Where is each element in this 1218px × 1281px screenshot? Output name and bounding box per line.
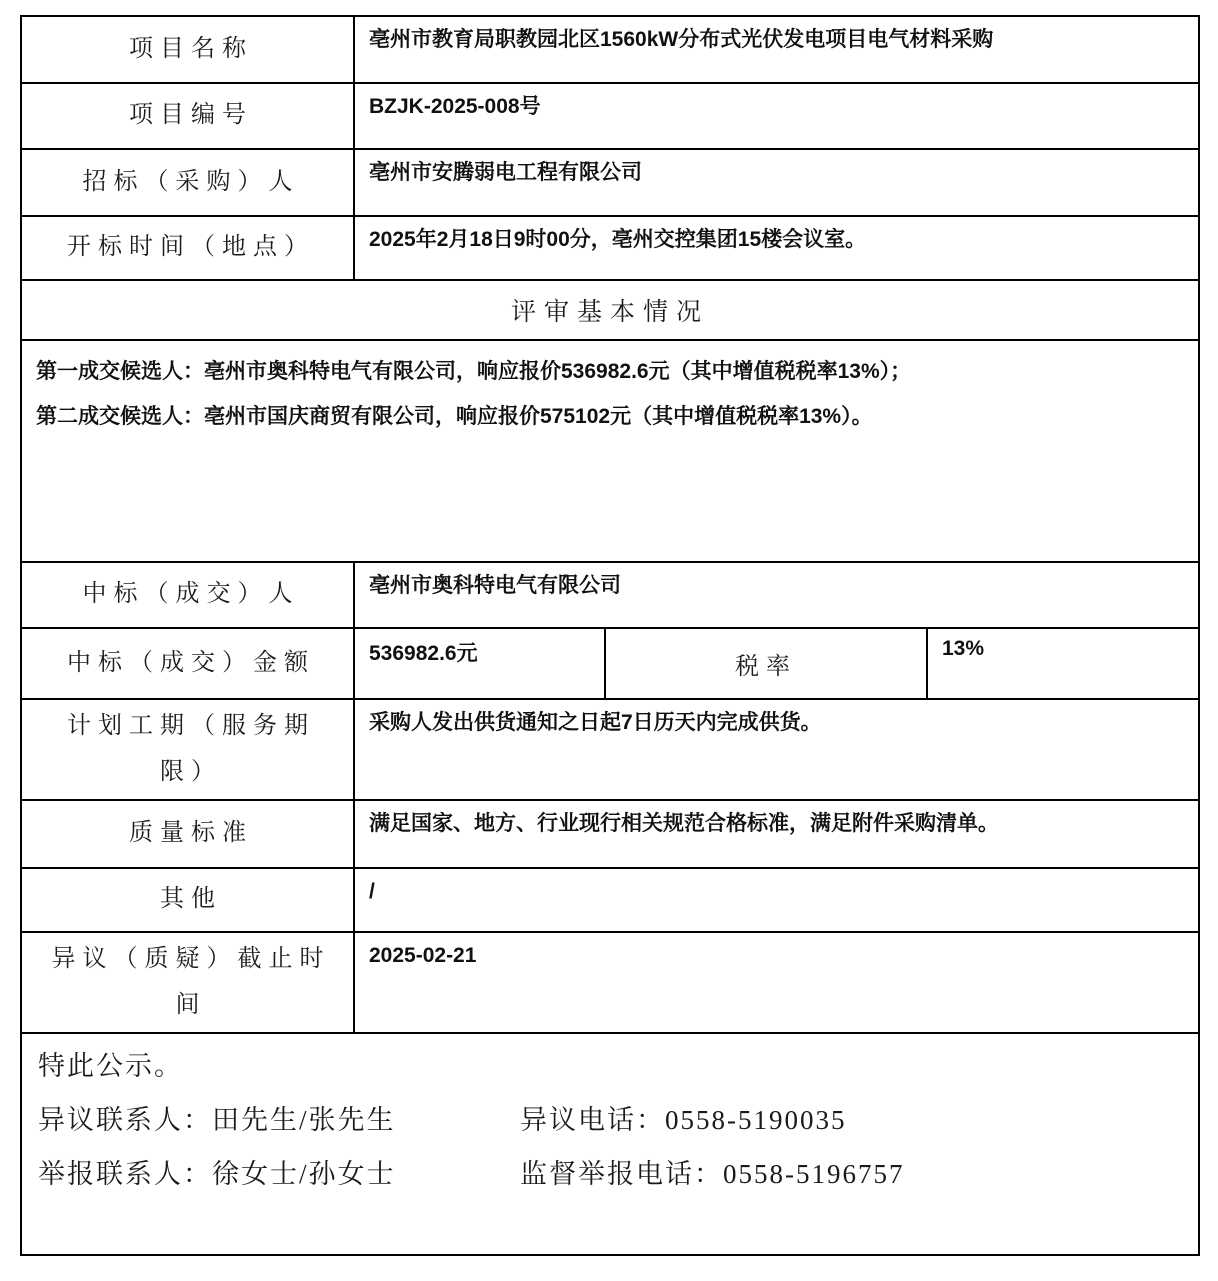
table-row xyxy=(22,17,1198,82)
amount-label: 中标（成交）金额 xyxy=(22,629,355,698)
quality-value: 满足国家、地方、行业现行相关规范合格标准，满足附件采购清单。 xyxy=(369,812,999,836)
tenderer-value: 亳州市安腾弱电工程有限公司 xyxy=(369,161,642,184)
objection-deadline-value: 2025-02-21 xyxy=(369,944,477,968)
project-number-label: 项目编号 xyxy=(22,84,355,148)
project-name-value: 亳州市教育局职教园北区1560kW分布式光伏发电项目电气材料采购 xyxy=(369,28,994,51)
table-row xyxy=(22,82,1198,148)
bid-opening-label: 开标时间（地点） xyxy=(22,217,355,279)
tenderer-label: 招标（采购）人 xyxy=(22,150,355,215)
footer-row xyxy=(22,1032,1198,1254)
project-name-label: 项目名称 xyxy=(22,17,355,82)
review-section-title: 评审基本情况 xyxy=(510,299,709,326)
schedule-label: 计划工期（服务期限） xyxy=(22,700,355,799)
table-row xyxy=(22,148,1198,215)
public-notice-text: 特此公示。 xyxy=(38,1051,183,1082)
report-contact: 举报联系人：徐女士/孙女士 xyxy=(38,1159,396,1190)
winner-label: 中标（成交）人 xyxy=(22,563,355,627)
report-phone: 监督举报电话：0558-5196757 xyxy=(520,1159,905,1190)
objection-phone: 异议电话：0558-5190035 xyxy=(520,1105,847,1136)
other-value: / xyxy=(369,880,375,904)
review-summary-row xyxy=(22,339,1198,561)
table-row xyxy=(22,698,1198,799)
table-row xyxy=(22,799,1198,867)
section-header-row xyxy=(22,279,1198,339)
bid-result-table xyxy=(20,15,1200,1256)
other-label: 其他 xyxy=(22,869,355,931)
tax-rate-value: 13% xyxy=(942,637,985,660)
first-candidate-line: 第一成交候选人：亳州市奥科特电气有限公司，响应报价536982.6元（其中增值税税率13%）； xyxy=(36,360,912,383)
project-number-value: BZJK-2025-008号 xyxy=(369,95,541,118)
quality-label: 质量标准 xyxy=(22,801,355,867)
amount-value: 536982.6元 xyxy=(355,629,606,698)
tax-rate-label: 税率 xyxy=(606,629,928,698)
table-row xyxy=(22,561,1198,627)
winner-value: 亳州市奥科特电气有限公司 xyxy=(369,574,621,597)
schedule-value: 采购人发出供货通知之日起7日历天内完成供货。 xyxy=(369,711,822,734)
table-row xyxy=(22,215,1198,279)
second-candidate-line: 第二成交候选人：亳州市国庆商贸有限公司，响应报价575102元（其中增值税税率13%）。 xyxy=(36,405,873,429)
bid-opening-value: 2025年2月18日9时00分，亳州交控集团15楼会议室。 xyxy=(369,228,867,251)
table-row xyxy=(22,931,1198,1032)
report-contact-line xyxy=(38,1152,1182,1196)
objection-contact-line xyxy=(38,1098,1182,1142)
table-row xyxy=(22,867,1198,931)
objection-deadline-label: 异议（质疑）截止时间 xyxy=(22,933,355,1032)
review-summary xyxy=(22,341,1198,561)
footer-block xyxy=(22,1034,1198,1254)
objection-contact: 异议联系人：田先生/张先生 xyxy=(38,1105,396,1136)
amount-row xyxy=(22,627,1198,698)
